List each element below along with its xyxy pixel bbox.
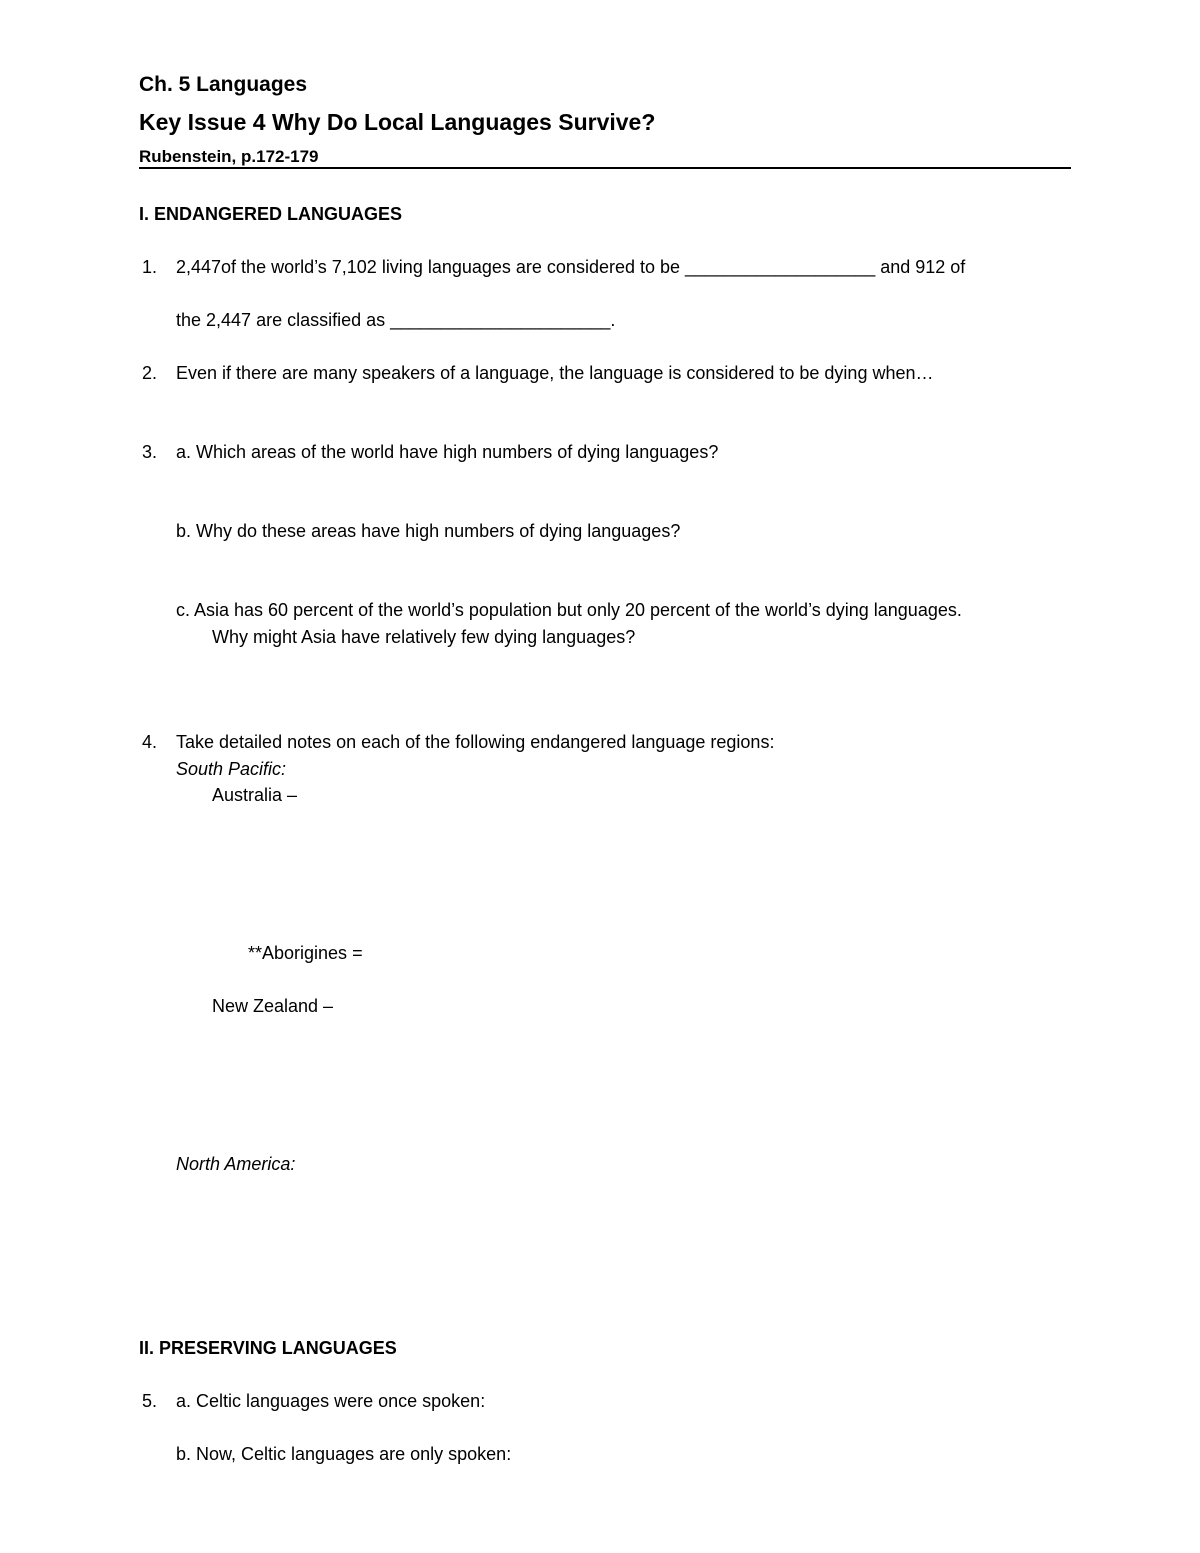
header-rule <box>139 167 1071 169</box>
key-issue-title: Key Issue 4 Why Do Local Languages Survive? <box>139 109 656 135</box>
region-north-america: North America: <box>176 1154 296 1174</box>
question-1-line-2: the 2,447 are classified as ______________________. <box>176 310 616 330</box>
question-4-number: 4. <box>142 732 158 752</box>
region-australia: Australia – <box>212 785 298 805</box>
section-heading-preserving: II. PRESERVING LANGUAGES <box>139 1338 397 1358</box>
question-1-line-1: 2,447of the world’s 7,102 living languages are considered to be ___________________ and 912 of <box>176 257 966 277</box>
question-2-number: 2. <box>142 363 158 383</box>
question-4-text: Take detailed notes on each of the following endangered language regions: <box>176 732 775 752</box>
section-heading-endangered: I. ENDANGERED LANGUAGES <box>139 204 403 224</box>
region-new-zealand: New Zealand – <box>212 996 334 1016</box>
question-3a-text: a. Which areas of the world have high numbers of dying languages? <box>176 442 719 462</box>
question-3c-line-2: Why might Asia have relatively few dying languages? <box>212 627 636 647</box>
question-3-number: 3. <box>142 442 158 462</box>
question-3b-text: b. Why do these areas have high numbers of dying languages? <box>176 521 681 541</box>
source-reference: Rubenstein, p.172-179 <box>139 147 319 166</box>
question-5-number: 5. <box>142 1391 158 1411</box>
question-3c-line-1: c. Asia has 60 percent of the world’s population but only 20 percent of the world’s dying languages. <box>176 600 962 620</box>
question-1-number: 1. <box>142 257 158 277</box>
question-5a-text: a. Celtic languages were once spoken: <box>176 1391 486 1411</box>
question-5b-text: b. Now, Celtic languages are only spoken: <box>176 1444 512 1464</box>
region-aborigines: **Aborigines = <box>248 943 363 963</box>
region-south-pacific: South Pacific: <box>176 759 287 779</box>
chapter-title: Ch. 5 Languages <box>139 73 308 96</box>
question-2-text: Even if there are many speakers of a language, the language is considered to be dying when… <box>176 363 934 383</box>
